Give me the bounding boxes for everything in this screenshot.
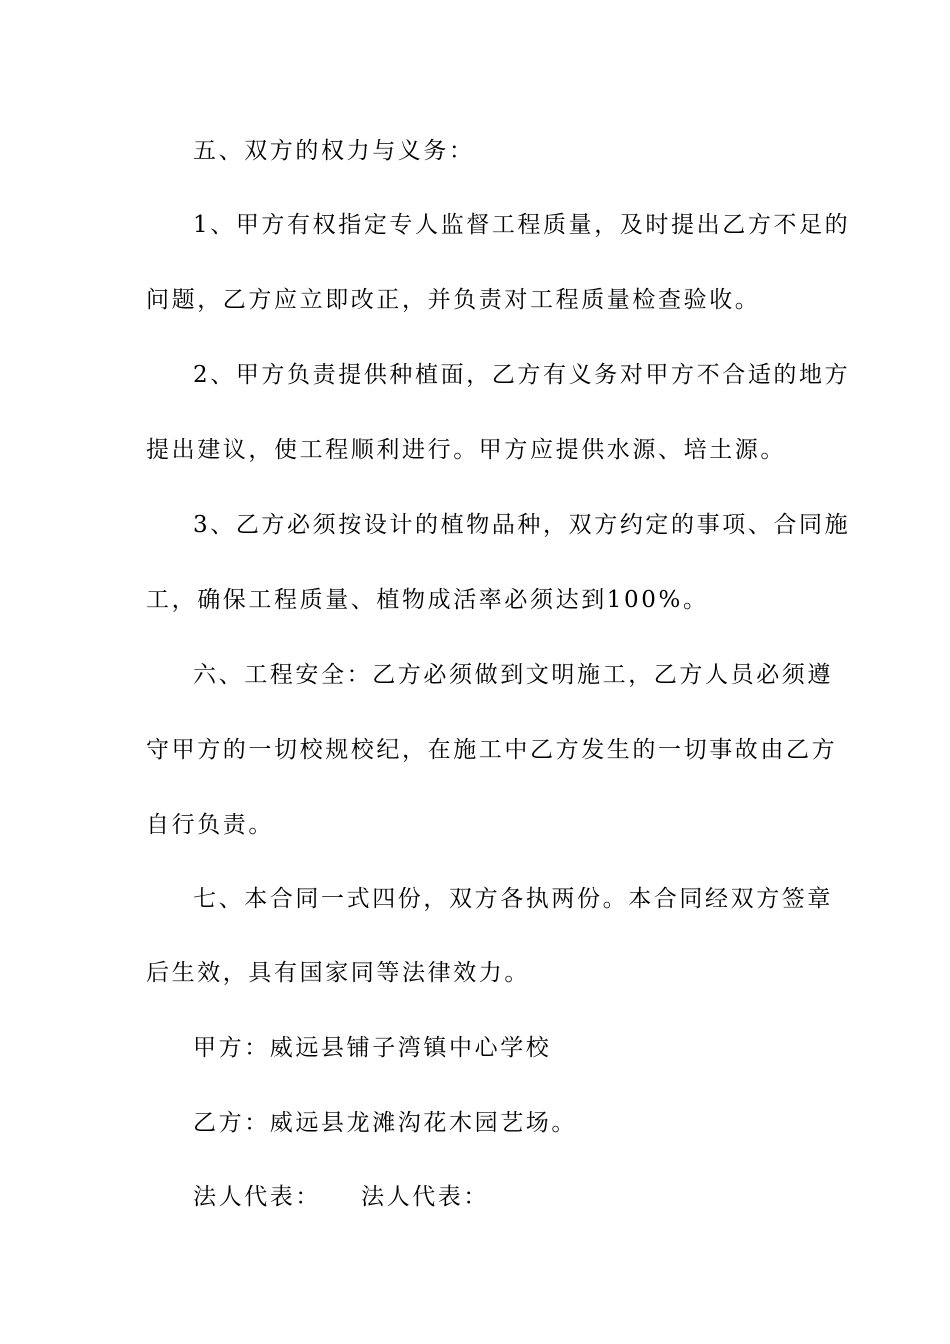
section-five-heading: 五、双方的权力与义务： [193,138,475,164]
party-b-line: 乙方：威远县龙滩沟花木园艺场。 [193,1110,577,1136]
party-a-representative-label: 法人代表： [193,1184,321,1210]
clause-2-line-1: 2、甲方负责提供种植面，乙方有义务对甲方不合适的地方 [193,362,851,388]
section-six-line-1: 六、工程安全：乙方必须做到文明施工，乙方人员必须遵 [193,662,833,688]
section-six-line-3: 自行负责。 [146,812,274,838]
clause-2-line-2: 提出建议，使工程顺利进行。甲方应提供水源、培土源。 [146,437,786,463]
party-a-line: 甲方：威远县铺子湾镇中心学校 [193,1035,552,1061]
clause-1-line-1: 1、甲方有权指定专人监督工程质量，及时提出乙方不足的 [193,212,851,238]
section-seven-line-2: 后生效，具有国家同等法律效力。 [146,960,530,986]
clause-1-line-2: 问题，乙方应立即改正，并负责对工程质量检查验收。 [146,287,761,313]
clause-3-line-1: 3、乙方必须按设计的植物品种，双方约定的事项、合同施 [193,512,851,538]
section-seven-line-1: 七、本合同一式四份，双方各执两份。本合同经双方签章 [193,886,833,912]
clause-3-line-2: 工，确保工程质量、植物成活率必须达到100%。 [146,587,709,613]
party-b-representative-label: 法人代表： [361,1184,489,1210]
signature-line [193,1182,826,1212]
section-six-line-2: 守甲方的一切校规校纪，在施工中乙方发生的一切事故由乙方 [146,737,838,763]
